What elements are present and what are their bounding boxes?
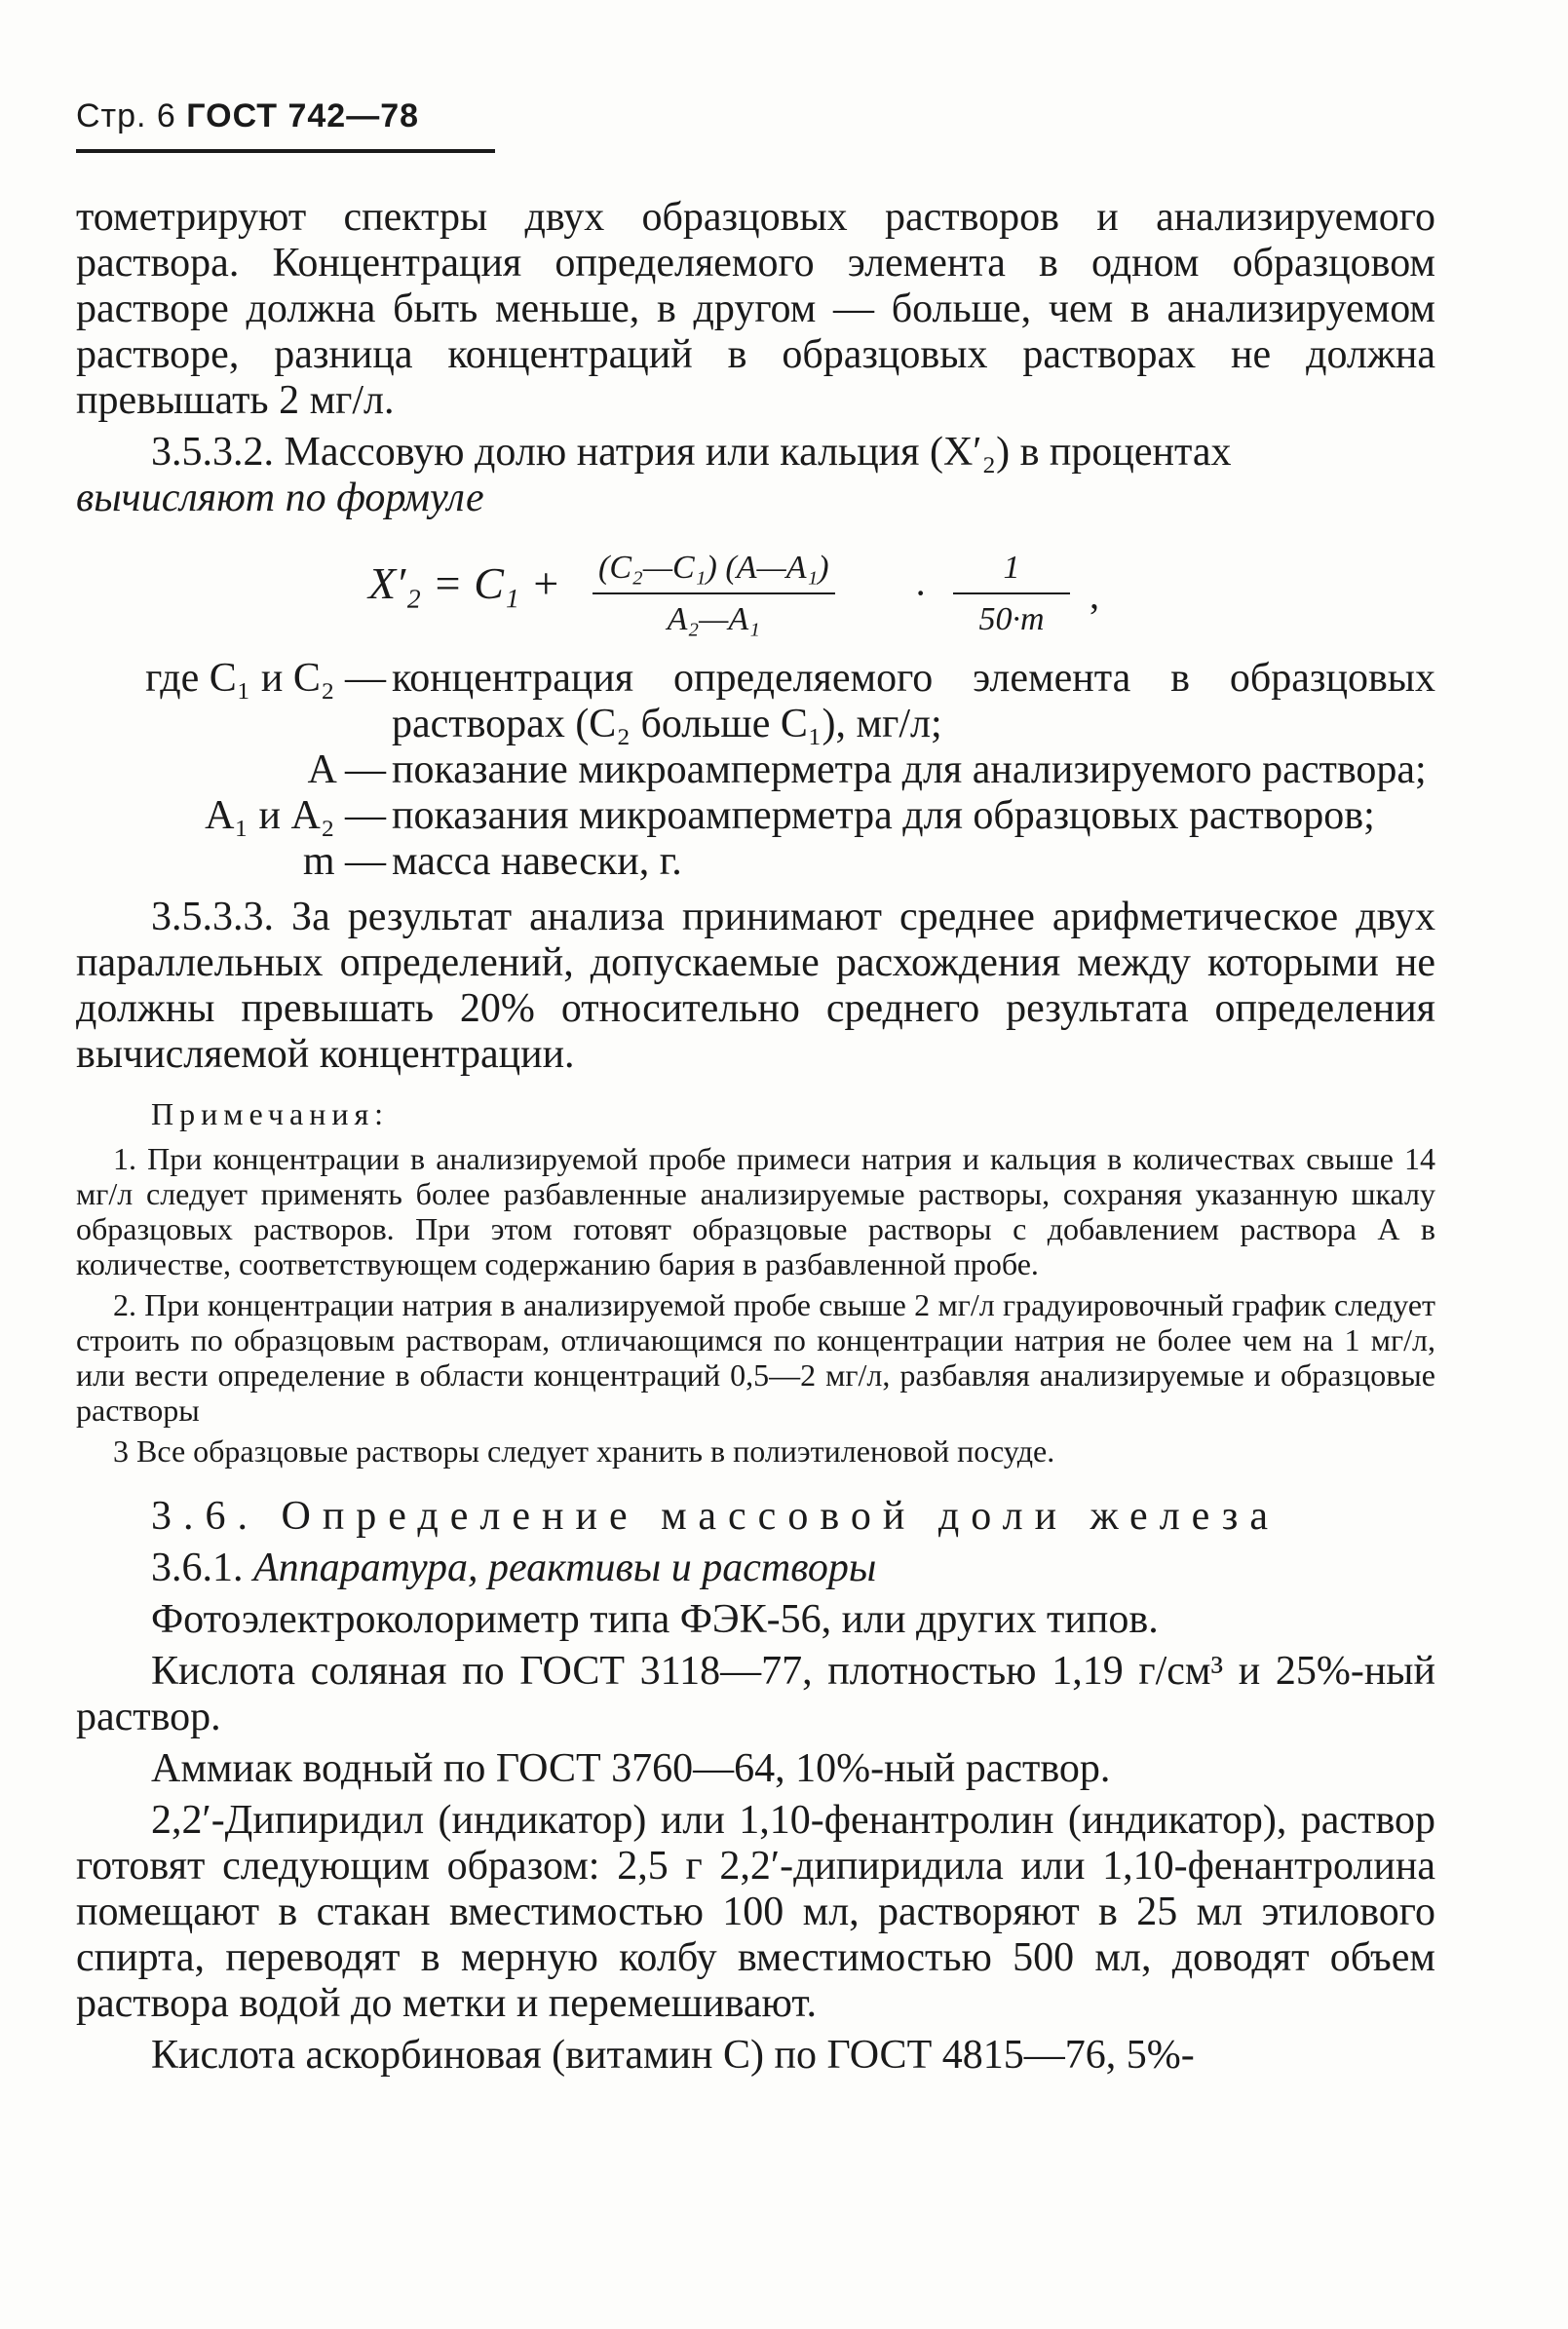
notes-heading: Примечания: [151, 1096, 390, 1131]
page-number: Стр. 6 [76, 97, 176, 134]
formula-comma: , [1090, 573, 1099, 617]
section-3-6-heading: 3.6. Определение массовой доли железа [151, 1494, 1281, 1539]
reagent-line: Фотоэлектроколориметр типа ФЭК-56, или других типов. [151, 1597, 1159, 1642]
note-item: 3 Все образцовые растворы следует хранить в полиэтиленовой посуде. [113, 1433, 1055, 1469]
definition-text: концентрация определяемого элемента в образцовых растворах (C₂ больше C₁), мг/л; [392, 656, 1435, 746]
formula-definitions [76, 656, 1435, 885]
fraction-1-denominator: A₂—A₁ [667, 601, 761, 637]
definition-text: показание микроамперметра для анализируемого раствора; [392, 747, 1427, 792]
clause-number: 3.5.3.2. [151, 430, 274, 475]
standard-title: ГОСТ 742—78 [186, 97, 420, 134]
paragraph-continuation: тометрируют спектры двух образцовых растворов и анализируемого раствора. Концентрация определяемого элемента в одном образцовом растворе должна быть меньше, в другом — больше, чем в анализируемом растворе, разница концентраций в образцовых растворах не должна превышать 2 мг/л. [76, 195, 1435, 423]
definition-symbol: A₁ и A₂ — [205, 793, 386, 838]
definition-row [76, 793, 1435, 839]
subsection-number: 3.6.1. [151, 1546, 244, 1590]
reagent-line: Кислота соляная по ГОСТ 3118—77, плотностью 1,19 г/см³ и 25%-ный раствор. [76, 1649, 1435, 1739]
formula-fraction-1 [593, 545, 835, 642]
reagent-line: Кислота аскорбиновая (витамин С) по ГОСТ 4815—76, 5%- [151, 2033, 1195, 2078]
definition-symbol: где C₁ и C₂ — [145, 656, 386, 701]
note-item: 2. При концентрации натрия в анализируемой пробе свыше 2 мг/л градуировочный график следует строить по образцовым растворам, отличающимся по концентрации натрия не более чем на 1 мг/л, или вести определение в области концентраций 0,5—2 мг/л, разбавляя анализируемые и образцовые растворы [76, 1287, 1435, 1428]
clause-italic: вычисляют по формуле [76, 476, 484, 520]
formula-fraction-2 [953, 545, 1070, 642]
definition-text: показания микроамперметра для образцовых растворов; [392, 793, 1375, 838]
fraction-2-numerator: 1 [953, 545, 1070, 594]
clause-text: Массовую долю натрия или кальция (X′₂) в процентах [284, 430, 1232, 475]
reagent-line: Аммиак водный по ГОСТ 3760—64, 10%-ный раствор. [151, 1746, 1111, 1791]
subsection-title: Аппаратура, реактивы и растворы [253, 1546, 877, 1590]
formula [76, 531, 1435, 648]
definition-row [76, 747, 1435, 793]
fraction-1-numerator: (C₂—C₁) (A—A₁) [593, 545, 835, 594]
definition-row [76, 839, 1435, 885]
definition-row [76, 656, 1435, 747]
paragraph-3-5-3-3: 3.5.3.3. За результат анализа принимают среднее арифметическое двух параллельных определений, допускаемые расхождения между которыми не должны превышать 20% относительно среднего результата определения вычисляемой концентрации. [76, 895, 1435, 1077]
fraction-2-denominator: 50·m [978, 601, 1045, 637]
definition-text: масса навески, г. [392, 839, 682, 884]
definition-symbol: A — [307, 747, 386, 792]
note-item: 1. При концентрации в анализируемой пробе примеси натрия и кальция в количествах свыше 14 мг/л следует применять более разбавленные анализируемые растворы, сохраняя указанную шкалу образцовых растворов. При этом готовят образцовые растворы с добавлением раствора А в количестве, соответствующем содержанию бария в разбавленной пробе. [76, 1141, 1435, 1281]
reagent-line: 2,2′-Дипиридил (индикатор) или 1,10-фенантролин (индикатор), раствор готовят следующим образом: 2,5 г 2,2′-дипиридила или 1,10-фенантролина помещают в стакан вместимостью 100 мл, растворяют в 25 мл этилового спирта, переводят в мерную колбу вместимостью 500 мл, доводят объем раствора водой до метки и перемешивают. [76, 1798, 1435, 2026]
page-header [76, 97, 495, 153]
definition-symbol: m — [302, 839, 386, 884]
paragraph-3-5-3-2 [76, 430, 1435, 521]
document-body [76, 195, 1435, 2084]
formula-dot: · [914, 571, 928, 615]
formula-lhs: X′₂ = C₁ + [368, 558, 561, 608]
subsection-3-6-1-heading [76, 1546, 1435, 1591]
